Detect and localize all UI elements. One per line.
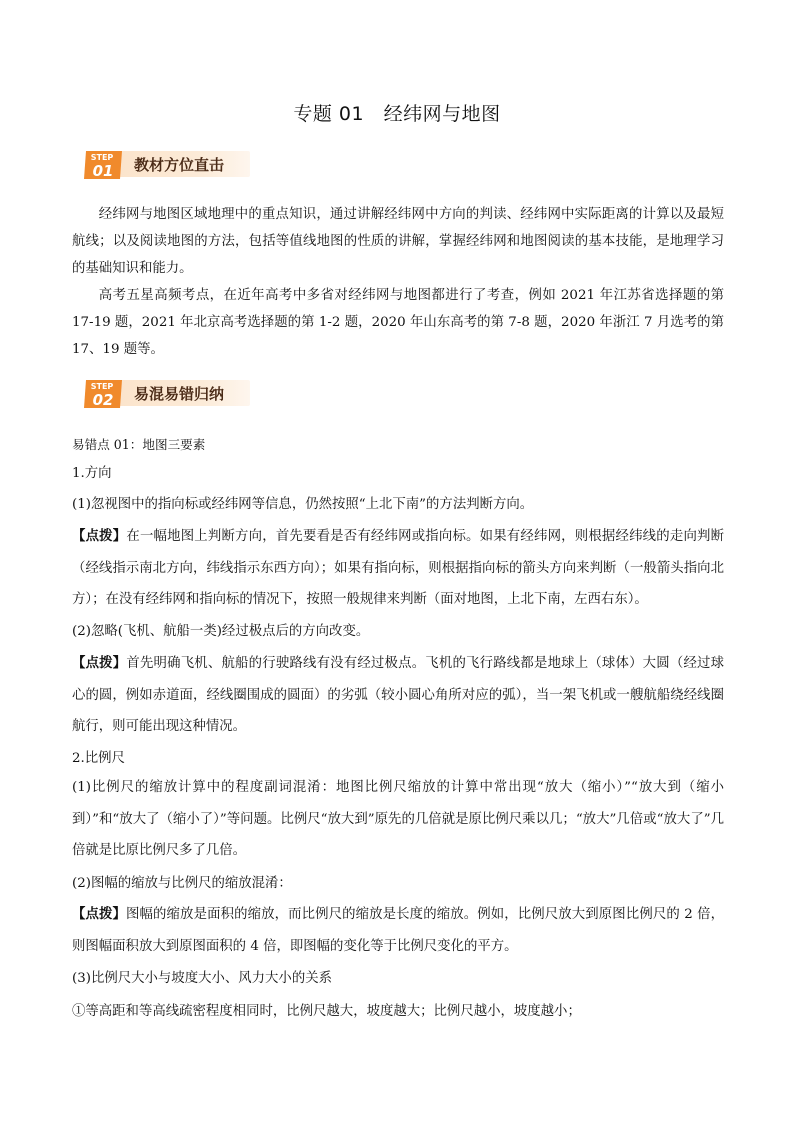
tip-text: 在一幅地图上判断方向，首先要看是否有经纬网或指向标。如果有经纬网，则根据经纬线的走向判断（经线指示南北方向，纬线指示东西方向）；如果有指向标，则根据指向标的箭头方向来判断（一般箭头指向北方）；在没有经纬网和指向标的情况下，按照一般规律来判断（面对地图，上北下南，左西右东）。 bbox=[72, 529, 725, 607]
tip-label: 【点拨】 bbox=[72, 906, 127, 922]
tip-text: 首先明确飞机、航船的行驶路线有没有经过极点。飞机的飞行路线都是地球上（球体）大圆（经过球心的圆，例如赤道面，经线圈围成的圆面）的劣弧（较小圆心角所对应的弧），当一架飞机或一艘航船绕经线圈航行，则可能出现这种情况。 bbox=[72, 656, 725, 734]
tip-paragraph-2 bbox=[72, 648, 724, 743]
step-badge-icon bbox=[82, 147, 126, 183]
page-title: 专题 01 经纬网与地图 bbox=[293, 103, 501, 125]
step-01-banner bbox=[80, 147, 256, 185]
direction-item-1: (1)忽视图中的指向标或经纬网等信息，仍然按照“上北下南”的方法判断方向。 bbox=[72, 497, 534, 512]
scale-item-1: (1)比例尺的缩放计算中的程度副词混淆：地图比例尺缩放的计算中常出现“放大（缩小）”“放大到（缩小到）”和“放大了（缩小了）”等问题。比例尺“放大到”原先的几倍就是原比例尺乘以几；“放大”几倍或“放大了”几倍就是比原比例尺多了几倍。 bbox=[72, 780, 724, 858]
heading-scale: 2.比例尺 bbox=[72, 751, 125, 766]
tip-label: 【点拨】 bbox=[72, 528, 127, 544]
step-badge-num: 02 bbox=[92, 391, 114, 409]
direction-item-2: (2)忽略(飞机、航船一类)经过极点后的方向改变。 bbox=[72, 624, 370, 639]
intro-paragraph-1: 经纬网与地图区域地理中的重点知识，通过讲解经纬网中方向的判读、经纬网中实际距离的计算以及最短航线；以及阅读地图的方法，包括等值线地图的性质的讲解，掌握经纬网和地图阅读的基本技能，是地理学习的基础知识和能力。 bbox=[72, 207, 724, 276]
step-badge-icon bbox=[82, 376, 126, 412]
scale-item-2: (2)图幅的缩放与比例尺的缩放混淆： bbox=[72, 876, 292, 891]
section-heading: 易错点 01：地图三要素 bbox=[72, 437, 206, 452]
intro-paragraph-2: 高考五星高频考点，在近年高考中多省对经纬网与地图都进行了考查，例如 2021 年江苏省选择题的第 17-19 题，2021 年北京高考选择题的第 1-2 题，2020 年山东高考的第 7-8 题，2020 年浙江 7 月选考的第 17、19 题等。 bbox=[72, 288, 724, 357]
tip-paragraph-3 bbox=[72, 899, 724, 962]
step-badge-top: STEP bbox=[90, 153, 114, 162]
tip-text: 图幅的缩放是面积的缩放，而比例尺的缩放是长度的缩放。例如，比例尺放大到原图比例尺的 2 倍，则图幅面积放大到原图面积的 4 倍，即图幅的变化等于比例尺变化的平方。 bbox=[72, 907, 724, 954]
step-label: 易混易错归纳 bbox=[134, 385, 225, 403]
heading-direction: 1.方向 bbox=[72, 466, 112, 481]
scale-item-3a: ①等高距和等高线疏密程度相同时，比例尺越大，坡度越大；比例尺越小，坡度越小； bbox=[72, 1004, 581, 1019]
step-02-banner bbox=[80, 376, 256, 414]
tip-label: 【点拨】 bbox=[72, 655, 127, 671]
step-label: 教材方位直击 bbox=[134, 156, 225, 174]
scale-item-3: (3)比例尺大小与坡度大小、风力大小的关系 bbox=[72, 971, 332, 986]
step-badge-num: 01 bbox=[92, 162, 114, 180]
step-badge-top: STEP bbox=[90, 382, 114, 391]
tip-paragraph-1 bbox=[72, 521, 724, 616]
